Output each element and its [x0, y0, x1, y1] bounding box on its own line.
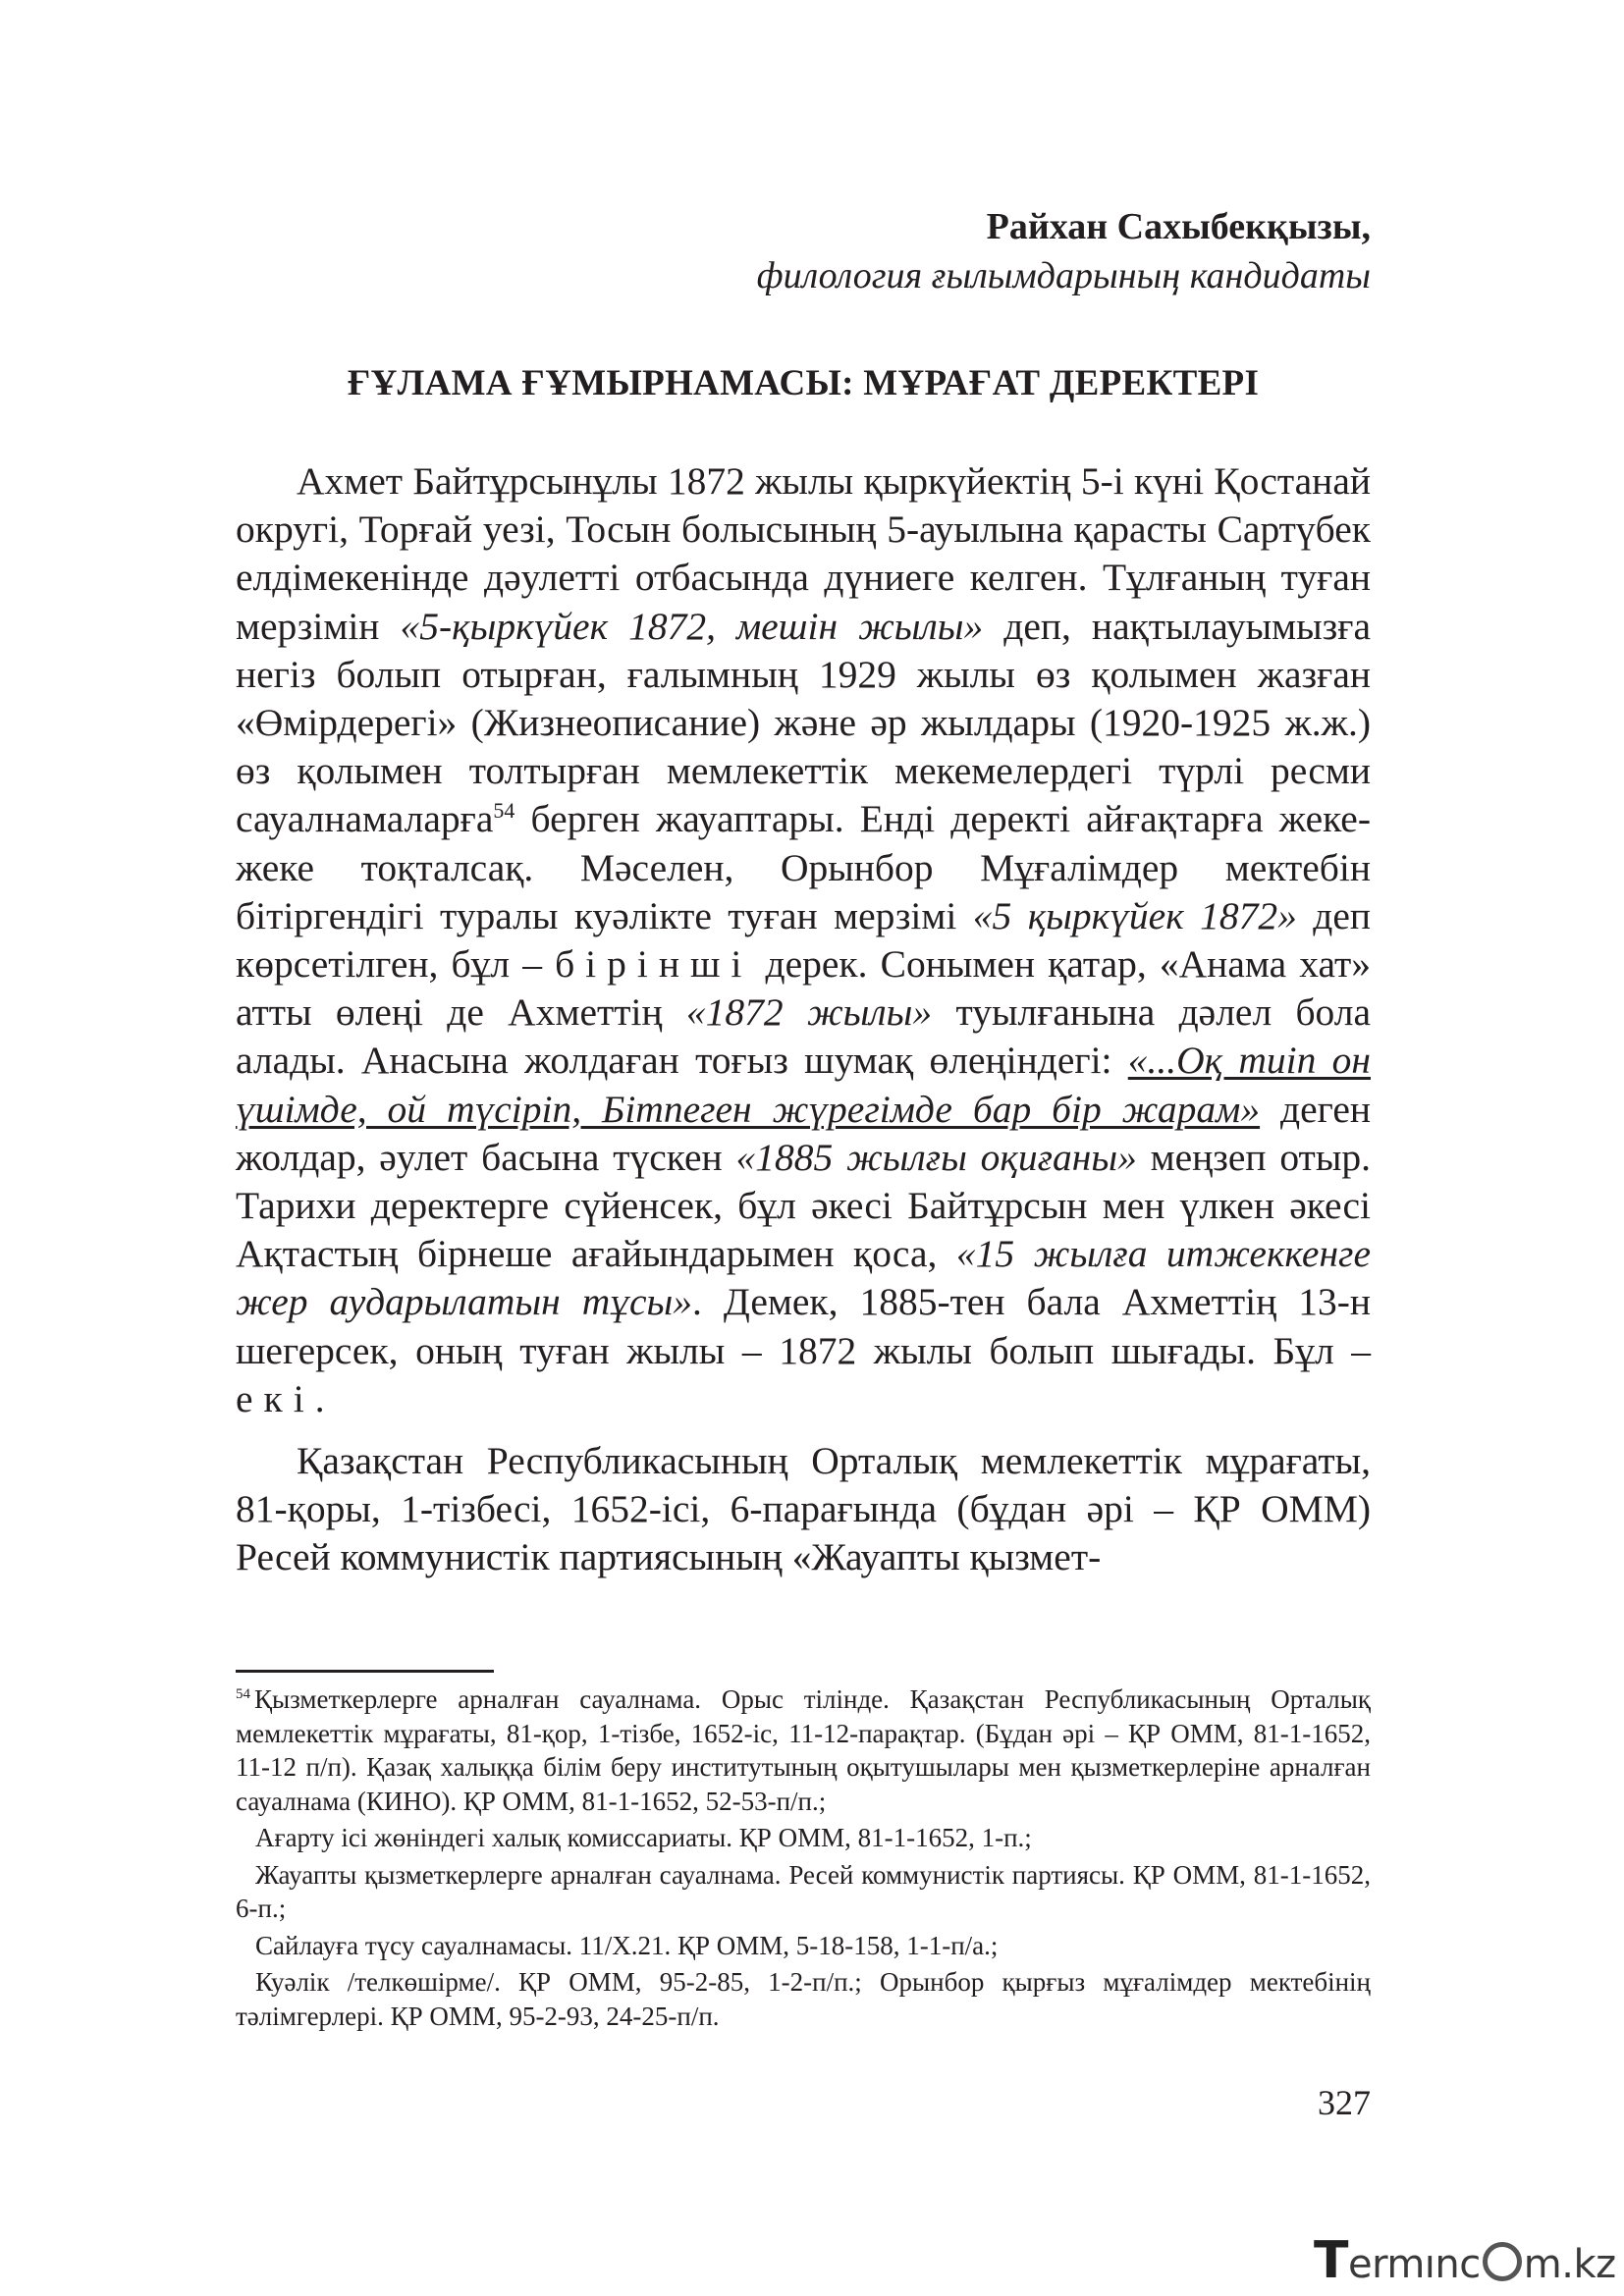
italic-quote: «5 қыркүйек 1872»	[972, 893, 1297, 937]
watermark-text: m.kz	[1523, 2242, 1616, 2287]
ring-icon	[1483, 2242, 1522, 2281]
footnote-entry: Куәлік /телкөшірме/. ҚР ОММ, 95-2-85, 1-2-п/п.; Орынбор қырғыз мұғалімдер мектебінің тәлімгерлері. ҚР ОММ, 95-2-93, 24-25-п/п.	[236, 1967, 1371, 2031]
footnote-ref: 54	[493, 798, 515, 824]
article-body	[236, 457, 1371, 1582]
spaced-word: екі	[236, 1376, 315, 1420]
footnote-mark: 54	[236, 1686, 250, 1702]
text-run: деп, нақтылауымызға негіз болып отырған, ғалымның 1929 жылы өз қолымен жазған «Өмірдерегі» (Жизнеописание) және әр жылдары (1920-1925 ж.ж.) өз қолымен толтырған мемлекеттік мекемелердегі түрлі ресми сауалнамаларға	[236, 604, 1371, 841]
author-block	[291, 202, 1371, 300]
termincom-watermark-logo	[1314, 2231, 1616, 2290]
footnote-text: Қызметкерлерге арналған сауалнама. Орыс тілінде. Қазақстан Республикасының Орталық мемлекеттік мұрағаты, 81-қор, 1-тізбе, 1652-іс, 11-12-парақтар. (Бұдан әрі – ҚР ОММ, 81-1-1652, 11-12 п/п). Қазақ халыққа білім беру институтының оқытушылары мен қызметкерлеріне арналған сауалнама (КИНО). ҚР ОММ, 81-1-1652, 52-53-п/п.;	[236, 1684, 1371, 1816]
spaced-word: бірінші	[555, 942, 753, 987]
text-run: . Демек, 1885-тен бала Ахметтің 13-н шегерсек, оның туған жылы – 1872 жылы болып шығады. Бұл –	[236, 1280, 1371, 1372]
text-run: Ахмет Байтұрсынұлы 1872 жылы қыркүйектің 5-і күні Қостанай округі, Торғай уезі, Тосын болысының 5-ауылына қарасты Сартүбек елдімекенінде дәулетті отбасында дүниеге келген. Тұлғаның туған мерзімін	[236, 459, 1371, 648]
underlined-verse-quote: «...Оқ тиіп он үшімде, ой түсіріп, Бітпеген жүрегімде бар бір жарам»	[236, 1039, 1371, 1131]
italic-quote: «1885 жылғы оқиғаны»	[735, 1135, 1137, 1179]
text-run: туылғанына дәлел бола алады. Анасына жолдаған тоғыз шумақ өлеңіндегі:	[236, 990, 1372, 1083]
text-run: дерек. Сонымен қатар, «Анама хат» атты өлеңі де Ахметтің	[236, 942, 1371, 1035]
text-run: деп көрсетілген, бұл –	[236, 893, 1372, 987]
page-number: 327	[1318, 2083, 1371, 2122]
text-run: .	[314, 1376, 325, 1420]
footnote-entry: Ағарту ісі жөніндегі халық комиссариаты. ҚР ОММ, 81-1-1652, 1-п.;	[255, 1823, 1032, 1852]
body-paragraph-1	[236, 457, 1371, 1423]
footnote-54	[236, 1682, 1371, 1818]
text-run: берген жауаптары. Енді деректі айғақтарға жеке-жеке тоқталсақ. Мәселен, Орынбор Мұғалімдер мектебін бітіргендігі туралы куәлікте туған мерзімі	[236, 797, 1371, 937]
footnote-entry: Жауапты қызметкерлерге арналған сауалнама. Ресей коммунистік партиясы. ҚР ОММ, 81-1-1652, 6-п.;	[236, 1859, 1371, 1923]
body-paragraph-2: Қазақстан Республикасының Орталық мемлекеттік мұрағаты, 81-қоры, 1-тізбесі, 1652-ісі, 6-парағында (бұдан әрі – ҚР ОММ) Ресей коммунистік партиясының «Жауапты қызмет-	[236, 1439, 1371, 1579]
article-title: ҒҰЛАМА ҒҰМЫРНАМАСЫ: МҰРАҒАТ ДЕРЕКТЕРІ	[347, 363, 1260, 403]
watermark-text: ermınc	[1347, 2242, 1481, 2287]
footnotes	[236, 1682, 1371, 2033]
watermark-letter: T	[1314, 2231, 1348, 2290]
author-title: филология ғылымдарының кандидаты	[756, 255, 1371, 296]
author-name: Райхан Сахыбекқызы,	[986, 206, 1371, 247]
text-run: деген жолдар, әулет басына түскен	[236, 1087, 1371, 1179]
footnote-entry: Сайлауға түсу сауалнамасы. 11/X.21. ҚР ОММ, 5-18-158, 1-1-п/а.;	[255, 1930, 999, 1960]
italic-quote: «5-қыркүйек 1872, мешін жылы»	[400, 604, 984, 648]
text-run: меңзеп отыр. Тарихи деректерге сүйенсек, бұл әкесі Байтұрсын мен үлкен әкесі Ақтастың бірнеше ағайындарымен қоса,	[236, 1135, 1371, 1276]
italic-quote: «15 жылға итжеккенге жер аударылатын тұсы»	[236, 1232, 1371, 1324]
footnote-divider	[236, 1670, 494, 1673]
italic-quote: «1872 жылы»	[685, 990, 933, 1035]
